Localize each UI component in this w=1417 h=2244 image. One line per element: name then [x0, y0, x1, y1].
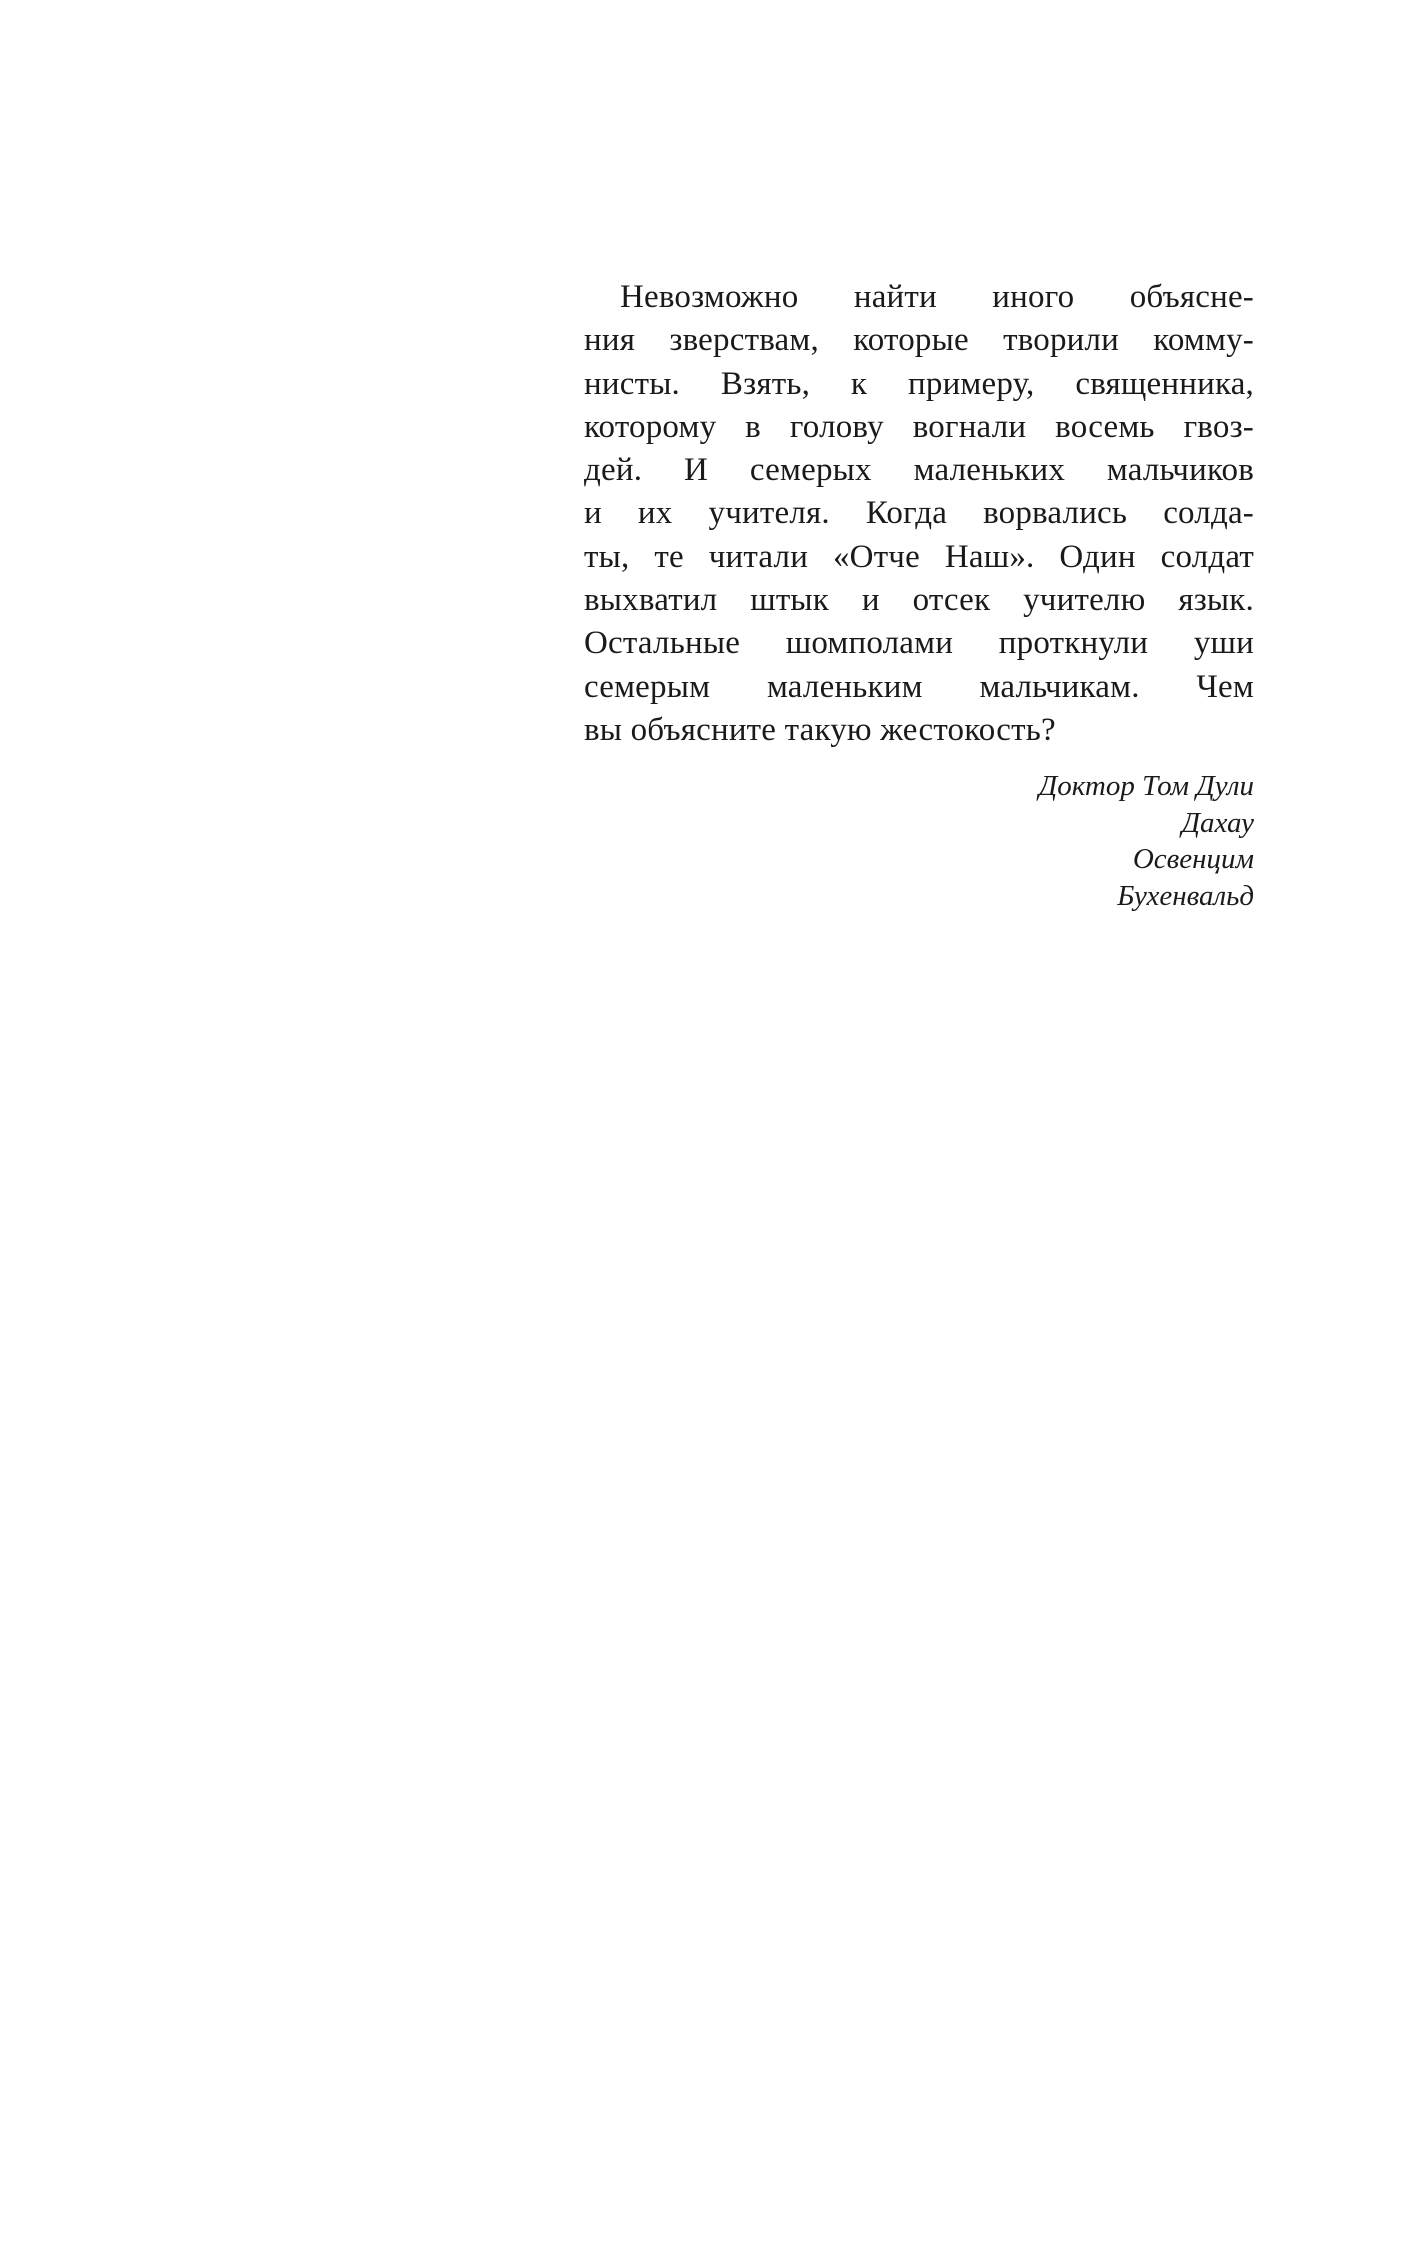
epigraph-line: Невозможно найти иного объясне- — [620, 279, 1254, 315]
attribution-place: Бухенвальд — [1117, 879, 1254, 912]
attribution-place: Освенцим — [1132, 843, 1254, 875]
attribution-place: Дахау — [1181, 806, 1254, 839]
epigraph-line: Остальные шомполами проткнули уши — [584, 625, 1254, 662]
epigraph-line: ты, те читали «Отче Наш». Один солдат — [584, 538, 1254, 575]
epigraph-line: вы объясните такую жестокость? — [584, 711, 1056, 748]
epigraph-line: выхватил штык и отсек учителю язык. — [584, 582, 1254, 619]
epigraph-line: которому в голову вогнали восемь гвоз- — [584, 408, 1254, 445]
epigraph-line: семерым маленьким мальчикам. Чем — [584, 668, 1254, 705]
epigraph-line: дей. И семерых маленьких мальчиков — [584, 452, 1254, 489]
epigraph-line: и их учителя. Когда ворвались солда- — [584, 495, 1254, 532]
attribution-author: Доктор Том Дули — [1038, 770, 1254, 802]
epigraph-text — [584, 276, 1254, 752]
epigraph-attribution — [584, 768, 1254, 914]
epigraph-line: нисты. Взять, к примеру, священника, — [584, 365, 1254, 402]
epigraph-line: ния зверствам, которые творили комму- — [584, 322, 1254, 359]
